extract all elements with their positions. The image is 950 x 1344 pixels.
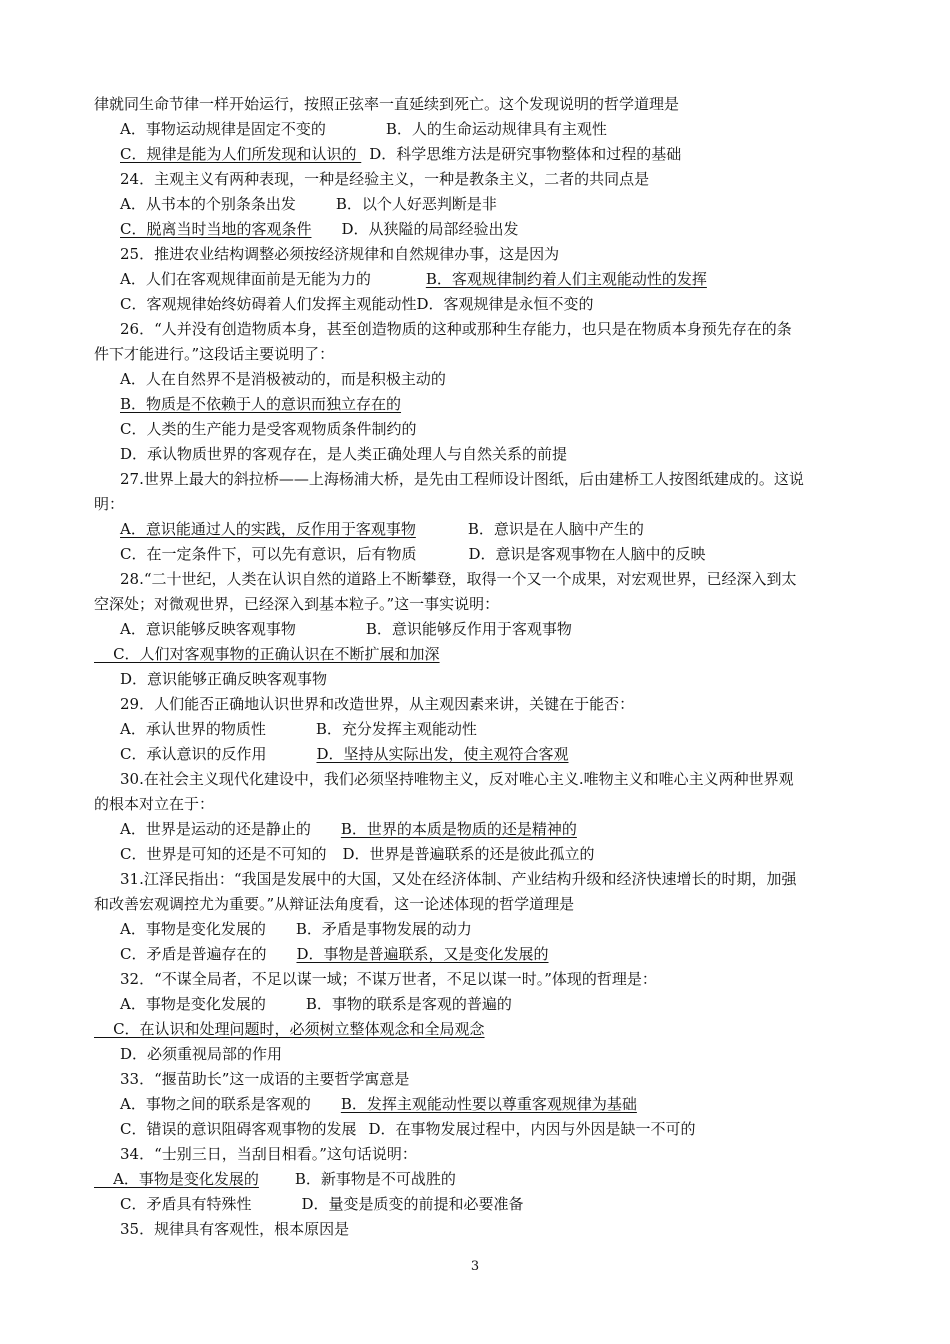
text-line (94, 767, 864, 792)
text-line (94, 1117, 864, 1142)
text-segment: 的根本对立在于： (94, 795, 215, 813)
text-line (94, 967, 864, 992)
text-segment: 空深处；对微观世界，已经深入到基本粒子。”这一事实说明： (94, 595, 500, 613)
text-segment: A．事物运动规律是固定不变的 (120, 120, 326, 138)
text-segment: 和改善宏观调控尤为重要。”从辩证法角度看，这一论述体现的哲学道理是 (94, 895, 575, 913)
text-segment: A．意识能够反映客观事物 (120, 620, 296, 638)
text-line (94, 492, 864, 517)
answer-option-underlined: B．世界的本质是物质的还是精神的 (340, 820, 577, 838)
text-segment: 30.在社会主义现代化建设中，我们必须坚持唯物主义，反对唯心主义.唯物主义和唯心主义两种世界观 (120, 770, 794, 788)
text-line (94, 117, 864, 142)
text-line (94, 842, 864, 867)
text-line (94, 242, 864, 267)
text-line (94, 792, 864, 817)
text-line (94, 717, 864, 742)
text-segment: 28.“二十世纪，人类在认识自然的道路上不断攀登，取得一个又一个成果，对宏观世界，已经深入到太 (120, 570, 797, 588)
answer-option-underlined: C．脱离当时当地的客观条件 (120, 220, 312, 238)
text-segment: 件下才能进行。”这段话主要说明了： (94, 345, 335, 363)
text-line (94, 567, 864, 592)
text-segment: D．量变是质变的前提和必要准备 (301, 1195, 524, 1213)
text-segment: D．承认物质世界的客观存在，是人类正确处理人与自然关系的前提 (120, 445, 568, 463)
text-segment: B．矛盾是事物发展的动力 (295, 920, 472, 938)
text-segment: A．事物是变化发展的 (120, 995, 266, 1013)
answer-option-underlined: B．物质是不依赖于人的意识而独立存在的 (120, 395, 402, 413)
text-segment: C．人类的生产能力是受客观物质条件制约的 (120, 420, 417, 438)
text-segment: A．从书本的个别条条出发 (120, 195, 296, 213)
text-line (94, 392, 864, 417)
text-line (94, 617, 864, 642)
text-line (94, 317, 864, 342)
text-line (94, 167, 864, 192)
text-segment: 33．“揠苗助长”这一成语的主要哲学寓意是 (120, 1070, 410, 1088)
text-line (94, 467, 864, 492)
text-line (94, 642, 864, 667)
text-line (94, 1092, 864, 1117)
text-line (94, 1167, 864, 1192)
text-segment: C．客观规律始终妨碍着人们发挥主观能动性D．客观规律是永恒不变的 (120, 295, 594, 313)
text-segment: A．事物之间的联系是客观的 (120, 1095, 311, 1113)
text-line (94, 592, 864, 617)
answer-option-underlined: B．发挥主观能动性要以尊重客观规律为基础 (340, 1095, 637, 1113)
text-segment: A．世界是运动的还是静止的 (120, 820, 311, 838)
text-line (94, 1067, 864, 1092)
text-segment: A．人在自然界不是消极被动的，而是积极主动的 (120, 370, 446, 388)
text-segment: B．意识是在人脑中产生的 (467, 520, 644, 538)
text-segment: C．世界是可知的还是不可知的 (120, 845, 327, 863)
text-line (94, 342, 864, 367)
text-line (94, 192, 864, 217)
text-segment: A．人们在客观规律面前是无能为力的 (120, 270, 371, 288)
text-segment: D．世界是普遍联系的还是彼此孤立的 (342, 845, 595, 863)
text-segment: 27.世界上最大的斜拉桥——上海杨浦大桥，是先由工程师设计图纸，后由建桥工人按图纸建成的。这说 (120, 470, 804, 488)
text-line (94, 1192, 864, 1217)
text-line (94, 517, 864, 542)
text-segment: C．在一定条件下，可以先有意识，后有物质 (120, 545, 417, 563)
text-line (94, 992, 864, 1017)
text-segment: B．意识能够反作用于客观事物 (365, 620, 572, 638)
text-segment: B．以个人好恶判断是非 (335, 195, 497, 213)
text-segment: 明： (94, 495, 125, 513)
text-line (94, 217, 864, 242)
text-segment: A．事物是变化发展的 (120, 920, 266, 938)
text-segment: 32．“不谋全局者，不足以谋一域；不谋万世者，不足以谋一时。”体现的哲理是： (120, 970, 657, 988)
text-segment: D．在事物发展过程中，内因与外因是缺一不可的 (368, 1120, 696, 1138)
text-line (94, 267, 864, 292)
text-line (94, 292, 864, 317)
text-line (94, 892, 864, 917)
answer-option-underlined: B．客观规律制约着人们主观能动性的发挥 (425, 270, 707, 288)
text-line (94, 742, 864, 767)
text-segment: 29．人们能否正确地认识世界和改造世界，从主观因素来讲，关键在于能否： (120, 695, 635, 713)
answer-option-underlined: D．事物是普遍联系，又是变化发展的 (296, 945, 549, 963)
text-segment: B．事物的联系是客观的普遍的 (305, 995, 512, 1013)
answer-option-underlined: A．意识能通过人的实践，反作用于客观事物 (120, 520, 416, 538)
text-segment: D．必须重视局部的作用 (120, 1045, 283, 1063)
text-segment: D．意识是客观事物在人脑中的反映 (468, 545, 706, 563)
text-segment: C．错误的意识阻碍客观事物的发展 (120, 1120, 357, 1138)
text-line (94, 1142, 864, 1167)
text-line (94, 917, 864, 942)
text-segment: B．人的生命运动规律具有主观性 (385, 120, 607, 138)
text-segment: 35．规律具有客观性，根本原因是 (120, 1220, 350, 1238)
text-line (94, 1217, 864, 1242)
text-segment: A．承认世界的物质性 (120, 720, 266, 738)
text-line (94, 417, 864, 442)
text-line (94, 667, 864, 692)
text-segment: 律就同生命节律一样开始运行，按照正弦率一直延续到死亡。这个发现说明的哲学道理是 (94, 95, 680, 113)
text-segment: D．从狭隘的局部经验出发 (341, 220, 519, 238)
page-number: 3 (470, 1259, 480, 1274)
text-line (94, 692, 864, 717)
text-line (94, 867, 864, 892)
text-line (94, 142, 864, 167)
question-text-body (94, 92, 864, 1242)
text-segment: 31.江泽民指出：“我国是发展中的大国，又处在经济体制、产业结构升级和经济快速增长的时期，加强 (120, 870, 797, 888)
text-segment: D．意识能够正确反映客观事物 (120, 670, 328, 688)
text-segment: B．新事物是不可战胜的 (294, 1170, 456, 1188)
text-segment: D．科学思维方法是研究事物整体和过程的基础 (369, 145, 682, 163)
text-segment: 25．推进农业结构调整必须按经济规律和自然规律办事，这是因为 (120, 245, 560, 263)
answer-option-underlined: C．规律是能为人们所发现和认识的 (120, 145, 362, 163)
text-segment: 26．“人并没有创造物质本身，甚至创造物质的这种或那种生存能力，也只是在物质本身预先存在的条 (120, 320, 792, 338)
text-segment: C．承认意识的反作用 (120, 745, 267, 763)
answer-option-underlined: C．在认识和处理问题时，必须树立整体观念和全局观念 (94, 1020, 485, 1038)
text-line (94, 92, 864, 117)
text-segment: C．矛盾是普遍存在的 (120, 945, 267, 963)
text-line (94, 942, 864, 967)
text-segment: C．矛盾具有特殊性 (120, 1195, 252, 1213)
text-line (94, 542, 864, 567)
text-line (94, 1017, 864, 1042)
text-line (94, 1042, 864, 1067)
text-line (94, 367, 864, 392)
text-segment: B．充分发挥主观能动性 (315, 720, 477, 738)
text-line (94, 817, 864, 842)
text-segment: 24．主观主义有两种表现，一种是经验主义，一种是教条主义，二者的共同点是 (120, 170, 650, 188)
answer-option-underlined: C．人们对客观事物的正确认识在不断扩展和加深 (94, 645, 440, 663)
answer-option-underlined: A．事物是变化发展的 (94, 1170, 259, 1188)
text-segment: 34．“士别三日，当刮目相看。”这句话说明： (120, 1145, 417, 1163)
answer-option-underlined: D．坚持从实际出发，使主观符合客观 (316, 745, 569, 763)
text-line (94, 442, 864, 467)
